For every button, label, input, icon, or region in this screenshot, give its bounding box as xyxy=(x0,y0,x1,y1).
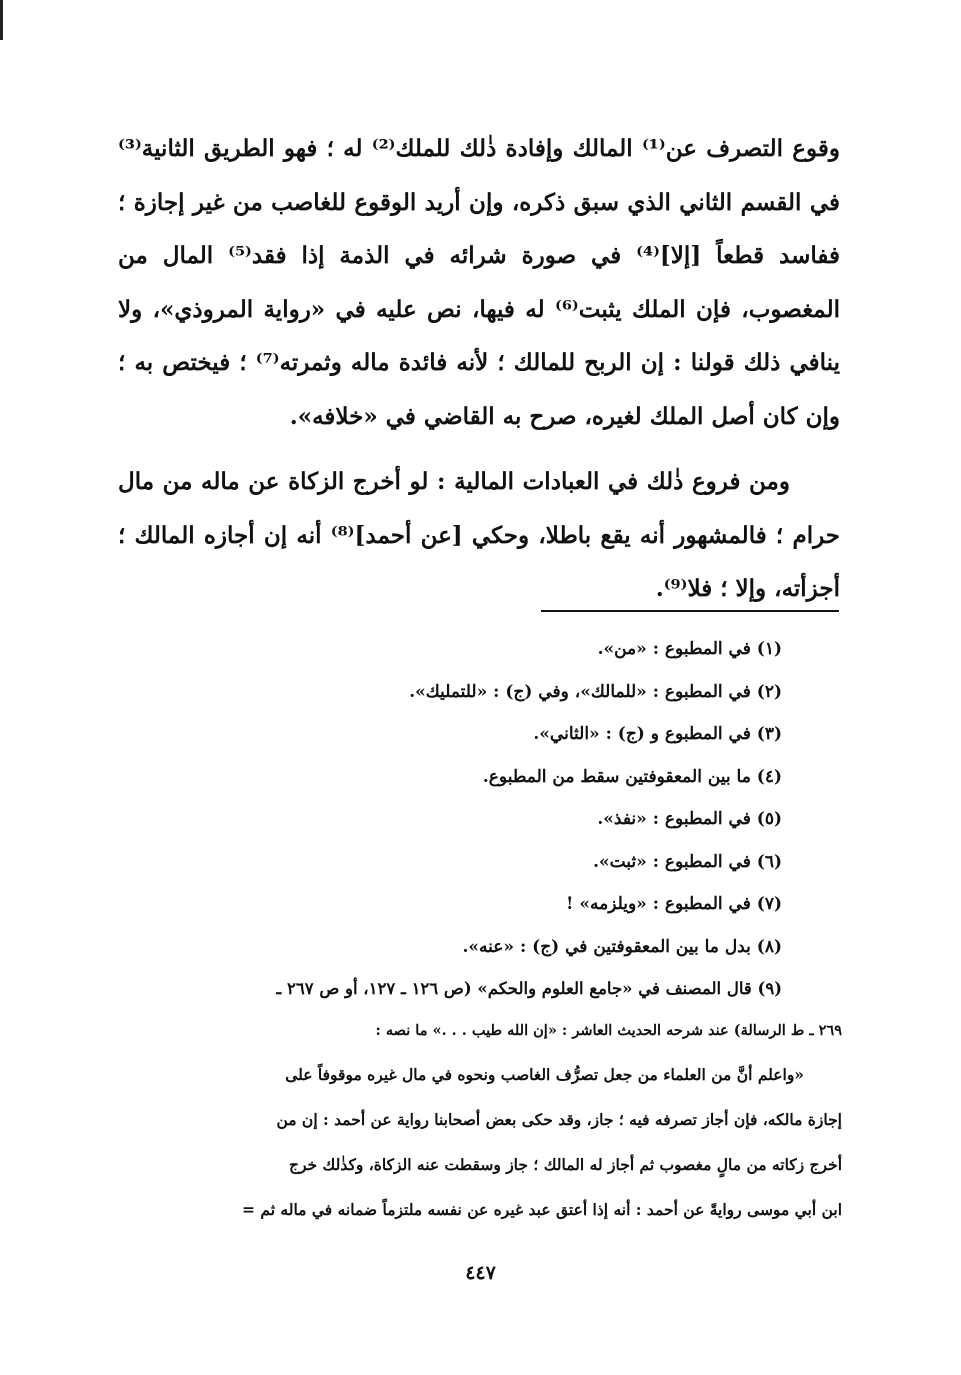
main-text-body xyxy=(118,122,840,616)
main-paragraph: وقوع التصرف عن⁽¹⁾ المالك وإفادة ذٰلك للملك⁽²⁾ له ؛ فهو الطريق الثانية⁽³⁾ في القسم الثاني الذي سبق ذكره، وإن أريد الوقوع للغاصب من غير إجازة ؛ ففاسد قطعاً [إلا]⁽⁴⁾ في صورة شرائه في الذمة إذا فقد⁽⁵⁾ المال من المغصوب، فإن الملك يثبت⁽⁶⁾ له فيها، نص عليه في «رواية المروذي»، ولا ينافي ذلك قولنا : إن الربح للمالك ؛ لأنه فائدة ماله وثمرته⁽⁷⁾ ؛ فيختص به ؛ وإن كان أصل الملك لغيره، صرح به القاضي في «خلافه». xyxy=(118,135,841,430)
footnote-7: (٧) في المطبوع : «ويلزمه» ! xyxy=(565,894,782,914)
footnote-3: (٣) في المطبوع و (ج) : «الثاني». xyxy=(533,724,782,744)
footnote-separator xyxy=(541,610,839,612)
footnote-2: (٢) في المطبوع : «للمالك»، وفي (ج) : «للتمليك». xyxy=(409,681,782,702)
footnote-9-lead: (٩) قال المصنف في «جامع العلوم والحكم» (ص ١٢٦ ـ ١٢٧، أو ص ٢٦٧ ـ xyxy=(276,979,782,998)
footnote-9 xyxy=(112,968,842,1010)
footnote-9-quote-line: «واعلم أنَّ من العلماء من جعل تصرُّف الغاصب ونحوه في مال غيره موقوفاً على xyxy=(285,1065,804,1084)
footnote-9-continuation: ٢٦٩ ـ ط الرسالة) عند شرحه الحديث العاشر : «إن الله طيب . . .» ما نصه : xyxy=(375,1022,842,1039)
footnote-4: (٤) ما بين المعقوفتين سقط من المطبوع. xyxy=(482,766,782,787)
footnote-9-quote-line: إجازة مالكه، فإن أجاز تصرفه فيه ؛ جاز، وقد حكى بعض أصحابنا رواية عن أحمد : إن من xyxy=(276,1110,842,1129)
paragraph-gap xyxy=(118,443,840,455)
scan-edge-mark xyxy=(0,0,3,40)
footnote-9-quote-line: ابن أبي موسى روايةً عن أحمد : أنه إذا أعتق عبد غيره عن نفسه ملتزماً ضمانه في ماله ثم = xyxy=(242,1200,842,1219)
footnote-6: (٦) في المطبوع : «ثبت». xyxy=(593,851,782,872)
footnote-8: (٨) بدل ما بين المعقوفتين في (ج) : «عنه». xyxy=(462,936,782,957)
footnote-9-quote-line: أخرج زكاته من مالٍ مغصوب ثم أجاز له المالك ؛ جاز وسقطت عنه الزكاة، وكذٰلك خرج xyxy=(289,1155,842,1174)
page-number: ٤٤٧ xyxy=(465,1262,496,1284)
footnote-5: (٥) في المطبوع : «نفذ». xyxy=(597,809,782,829)
main-paragraph: ومن فروع ذٰلك في العبادات المالية : لو أخرج الزكاة عن ماله من مال حرام ؛ فالمشهور أنه يقع باطلا، وحكي [عن أحمد]⁽⁸⁾ أنه إن أجازه المالك ؛ أجزأته، وإلا ؛ فلا⁽⁹⁾. xyxy=(118,468,840,602)
footnote-9-continuation-wrap xyxy=(112,1010,842,1052)
footnotes-section xyxy=(112,628,842,1232)
footnote-1: (١) في المطبوع : «من». xyxy=(597,639,782,659)
